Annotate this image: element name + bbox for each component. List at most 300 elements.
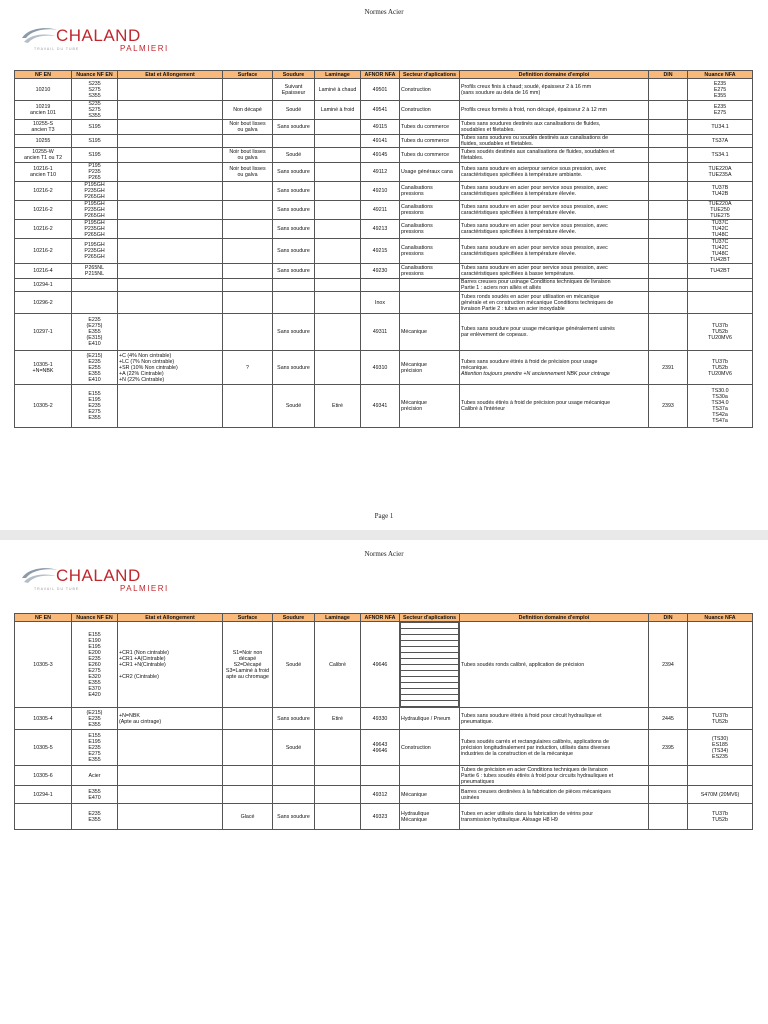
cell-nfa xyxy=(688,120,753,135)
cell-text-nuance: P195GH P235GH P265GH xyxy=(84,220,105,238)
cell-nuance xyxy=(72,351,118,385)
cell-din xyxy=(649,766,688,786)
cell-nuance xyxy=(72,79,118,101)
cell-nfen xyxy=(15,766,72,786)
cell-nfa xyxy=(688,135,753,148)
table-row xyxy=(15,279,753,292)
cell-text-afnor: 49643 49646 xyxy=(372,741,388,754)
cell-text-surface: Non décapé xyxy=(233,107,262,113)
cell-etat xyxy=(118,163,223,182)
cell-text-nfa: E235 E275 E355 xyxy=(713,80,727,99)
cell-text-definition: Tubes sans soudure étirés à froid pour circuit hydraulique et pneumatique. xyxy=(461,712,602,725)
cell-text-definition: Tubes sans soudure en acier pour service sous pression, avec caractéristiques spécifiées à température élevée. xyxy=(461,185,608,197)
cell-secteur xyxy=(400,182,460,201)
cell-text-soudure: Sans soudure xyxy=(277,188,310,194)
cell-secteur xyxy=(400,239,460,264)
cell-afnor xyxy=(361,766,400,786)
cell-laminage xyxy=(315,314,361,351)
cell-text-definition: Tubes soudés carrés et rectangulaires calibrés, applications de précision longitudinalement par induction, utilisés dans diverses industries de la construction et de la mécanique xyxy=(461,738,611,757)
cell-text-afnor: 49215 xyxy=(372,248,388,254)
cell-laminage xyxy=(315,385,361,428)
column-header-afnor: AFNOR NFA xyxy=(361,614,400,622)
cell-text-soudure: Sans soudure xyxy=(277,813,310,820)
cell-text-definition: Tubes de précision en acier Conditions techniques de livraison Partie 6 : tubes soudés étirés à froid pour circuits hydrauliques et pneumatiques xyxy=(461,766,614,785)
cell-text-afnor: 49501 xyxy=(372,86,388,93)
column-header-etat: Etat et Allongement xyxy=(118,71,223,79)
cell-secteur xyxy=(400,201,460,220)
table-row xyxy=(15,163,753,182)
table-row xyxy=(15,766,753,786)
cell-nfen xyxy=(15,148,72,163)
cell-nuance xyxy=(72,279,118,292)
cell-nfa xyxy=(688,220,753,239)
column-header-nfen: NF EN xyxy=(15,71,72,79)
cell-secteur xyxy=(400,135,460,148)
cell-text-nfen: 10255-W ancien T1 ou T2 xyxy=(23,149,63,161)
cell-nfa xyxy=(688,264,753,279)
cell-text-soudure: Suivant Epaisseur xyxy=(281,83,306,96)
empty-subgrid xyxy=(400,622,459,707)
cell-afnor xyxy=(361,120,400,135)
cell-text-definition: Tubes sans soudure en acier pour service sous pression, avec caractéristiques spécifiées à température élevée. xyxy=(461,245,608,257)
cell-text-secteur: Hydraulique / Pneum xyxy=(401,715,451,722)
table-row xyxy=(15,239,753,264)
cell-afnor xyxy=(361,708,400,730)
cell-nfa xyxy=(688,786,753,804)
cell-definition xyxy=(460,182,649,201)
cell-definition xyxy=(460,120,649,135)
cell-etat xyxy=(118,314,223,351)
cell-text-soudure: Sans soudure xyxy=(277,329,310,335)
cell-afnor xyxy=(361,804,400,830)
logo-tagline: TRAVAIL DU TUBE xyxy=(34,587,80,591)
cell-afnor xyxy=(361,351,400,385)
cell-text-nfen: 10216-2 xyxy=(33,248,53,254)
cell-nfa xyxy=(688,79,753,101)
cell-soudure xyxy=(273,351,315,385)
cell-etat xyxy=(118,730,223,766)
cell-text-nfa: TUE220A TUE250 TUE275 xyxy=(708,201,732,219)
cell-etat xyxy=(118,135,223,148)
cell-text-afnor: 49141 xyxy=(372,138,388,144)
cell-text-nfa: E235 E275 xyxy=(713,104,727,116)
cell-nuance xyxy=(72,786,118,804)
cell-soudure xyxy=(273,163,315,182)
cell-text-definition: Barres creuses pour usinage Conditions techniques de livraison Partie 1 : aciers non alliés et alliés xyxy=(461,279,611,291)
cell-text-etat: +N=NBK (Apte au cintrage) xyxy=(119,712,162,725)
cell-text-nuance: P265NL P215NL xyxy=(84,265,105,277)
cell-afnor xyxy=(361,135,400,148)
cell-text-surface: Noir bout lisses ou galva xyxy=(229,166,266,178)
cell-surface xyxy=(223,385,273,428)
cell-nfa xyxy=(688,766,753,786)
cell-text-nfen: 10255-S ancien T3 xyxy=(31,121,55,133)
table-row xyxy=(15,314,753,351)
cell-definition xyxy=(460,101,649,120)
column-header-secteur: Secteur d'aplications xyxy=(400,614,460,622)
page-header-title: Normes Acier xyxy=(364,8,404,16)
cell-text-afnor: 49312 xyxy=(372,791,388,798)
cell-etat xyxy=(118,279,223,292)
cell-text-nfa: TU37B TU42B xyxy=(711,185,729,197)
cell-nfa xyxy=(688,804,753,830)
cell-nfa xyxy=(688,101,753,120)
cell-definition xyxy=(460,264,649,279)
table-row xyxy=(15,786,753,804)
cell-etat xyxy=(118,766,223,786)
cell-laminage xyxy=(315,766,361,786)
cell-secteur xyxy=(400,101,460,120)
cell-text-nuance: P195GH P235GH P265GH xyxy=(84,182,105,200)
cell-afnor xyxy=(361,385,400,428)
cell-nfa xyxy=(688,182,753,201)
cell-text-surface: Noir bout lisses ou galva xyxy=(229,121,266,133)
cell-text-secteur: Usage généraux cana xyxy=(401,169,453,175)
cell-etat xyxy=(118,264,223,279)
cell-nfen xyxy=(15,239,72,264)
cell-text-nfen: 10305-1 +N=NBK xyxy=(32,361,54,374)
cell-text-secteur: Canalisations pressions xyxy=(401,185,433,197)
cell-surface xyxy=(223,279,273,292)
cell-surface xyxy=(223,351,273,385)
cell-etat xyxy=(118,351,223,385)
logo-name: CHALAND xyxy=(56,26,141,45)
cell-afnor xyxy=(361,79,400,101)
cell-text-nfen: 10255 xyxy=(35,138,51,144)
cell-nfen xyxy=(15,163,72,182)
cell-afnor xyxy=(361,148,400,163)
table-row xyxy=(15,201,753,220)
cell-text-nfa: S470M (20MV6) xyxy=(700,791,740,798)
cell-text-nfa: TU37b TU52b xyxy=(712,810,728,823)
cell-text-nfa: TU42BT xyxy=(710,268,730,274)
cell-text-nuance: E155 E190 E195 E200 E235 E260 E275 E320 E355 E370 E420 xyxy=(88,631,101,698)
cell-din xyxy=(649,385,688,428)
cell-text-soudure: Sans soudure xyxy=(277,226,310,232)
column-header-definition: Definition domaine d'emploi xyxy=(460,614,649,622)
cell-afnor xyxy=(361,220,400,239)
cell-text-soudure: Sans soudure xyxy=(277,248,310,254)
cell-nfen xyxy=(15,201,72,220)
cell-text-nfen: 10294-1 xyxy=(33,791,53,798)
cell-nfen xyxy=(15,786,72,804)
cell-text-nfa: TS30.0 TS30a TS34.0 TS37a TS42a TS47a xyxy=(711,388,729,424)
column-header-nuance: Nuance NF EN xyxy=(72,614,118,622)
cell-soudure xyxy=(273,622,315,708)
cell-soudure xyxy=(273,766,315,786)
cell-nfa xyxy=(688,314,753,351)
cell-etat xyxy=(118,292,223,314)
cell-text-nfen: 10216-2 xyxy=(33,207,53,213)
cell-definition xyxy=(460,292,649,314)
cell-text-din: 2391 xyxy=(662,364,674,371)
cell-text-afnor: 49311 xyxy=(372,329,388,335)
cell-text-nuance: E155 E195 E235 E275 E355 xyxy=(88,732,101,763)
cell-text-soudure: Sans soudure xyxy=(277,207,310,213)
cell-nfen xyxy=(15,182,72,201)
cell-din xyxy=(649,220,688,239)
cell-soudure xyxy=(273,292,315,314)
cell-text-din: 2394 xyxy=(662,661,674,668)
cell-text-nfa: TUE220A TUE235A xyxy=(708,166,732,178)
cell-surface xyxy=(223,79,273,101)
cell-secteur xyxy=(400,120,460,135)
cell-definition xyxy=(460,730,649,766)
cell-text-soudure: Sans soudure xyxy=(277,169,310,175)
cell-soudure xyxy=(273,264,315,279)
cell-text-nfa: TU37C TU42C TU48C TU42BT xyxy=(710,239,730,263)
column-header-nfen: NF EN xyxy=(15,614,72,622)
column-header-din: DIN xyxy=(649,71,688,79)
cell-text-definition: Tubes sans soudure pour usage mécanique généralement usinés par enlèvement de copeaux. xyxy=(461,326,615,338)
table-row xyxy=(15,135,753,148)
cell-text-afnor: 49330 xyxy=(372,715,388,722)
cell-nfen xyxy=(15,120,72,135)
cell-afnor xyxy=(361,622,400,708)
cell-din xyxy=(649,101,688,120)
cell-text-afnor: 49213 xyxy=(372,226,388,232)
cell-text-secteur: Tubes du commerce xyxy=(401,138,450,144)
cell-afnor xyxy=(361,730,400,766)
table-row xyxy=(15,622,753,708)
cell-din xyxy=(649,264,688,279)
table-row xyxy=(15,148,753,163)
cell-nfa xyxy=(688,351,753,385)
cell-nuance xyxy=(72,135,118,148)
cell-text-secteur: Canalisations pressions xyxy=(401,223,433,235)
cell-text-definition: Tubes soudés étirés à froid de précision pour usage mécanique Calibré à l'intérieur xyxy=(461,400,611,412)
page-header-title: Normes Acier xyxy=(364,550,404,558)
cell-nuance xyxy=(72,766,118,786)
cell-nuance xyxy=(72,264,118,279)
cell-text-nfa: TS37A xyxy=(711,138,729,144)
cell-secteur xyxy=(400,279,460,292)
cell-text-secteur: Mécanique précision xyxy=(401,400,427,412)
column-header-soudure: Soudure xyxy=(273,614,315,622)
cell-text-secteur: Mécanique précision xyxy=(401,361,427,374)
cell-text-nuance: Acier xyxy=(88,772,101,779)
cell-soudure xyxy=(273,79,315,101)
cell-secteur xyxy=(400,708,460,730)
cell-text-definition: Tubes sans soudure étirés à froid de précision pour usage mécanique. xyxy=(461,358,598,371)
cell-text-etat: +CR1 (Non cintrable) +CR1 +A(Cintrable) +CR1 +N(Cintrable) +CR2 (Cintrable) xyxy=(119,649,169,680)
cell-nfa xyxy=(688,708,753,730)
cell-surface xyxy=(223,163,273,182)
cell-text-secteur: Mécanique xyxy=(401,791,427,798)
cell-soudure xyxy=(273,385,315,428)
cell-nuance xyxy=(72,148,118,163)
logo-tagline: TRAVAIL DU TUBE xyxy=(34,47,80,51)
cell-din xyxy=(649,804,688,830)
cell-surface xyxy=(223,622,273,708)
cell-secteur xyxy=(400,730,460,766)
cell-etat xyxy=(118,220,223,239)
cell-definition xyxy=(460,786,649,804)
cell-text-surface: Glacé xyxy=(240,813,255,820)
cell-laminage xyxy=(315,708,361,730)
cell-text-nfen: 10216-4 xyxy=(33,268,53,274)
table-row xyxy=(15,804,753,830)
cell-afnor xyxy=(361,292,400,314)
cell-afnor xyxy=(361,786,400,804)
cell-text-nfa: TU37b TU52b TU20MV6 xyxy=(708,358,732,377)
cell-laminage xyxy=(315,220,361,239)
cell-definition xyxy=(460,201,649,220)
cell-definition xyxy=(460,622,649,708)
cell-text-nuance: P195GH P235GH P265GH xyxy=(84,201,105,219)
table-row xyxy=(15,220,753,239)
cell-text-definition: Tubes sans soudures destinés aux canalisations de fluides, soudables et filetables. xyxy=(461,121,601,133)
cell-din xyxy=(649,182,688,201)
cell-nfen xyxy=(15,351,72,385)
cell-nfa xyxy=(688,279,753,292)
cell-laminage xyxy=(315,135,361,148)
cell-text-definition: Tubes ronds soudés en acier pour utilisation en mécanique générale et en construction mécanique Conditions techniques de livraison Partie 2 : tubes en acier inoxydable xyxy=(461,293,614,312)
cell-surface xyxy=(223,264,273,279)
cell-text-afnor: 49145 xyxy=(372,152,388,158)
cell-definition xyxy=(460,220,649,239)
cell-nuance xyxy=(72,201,118,220)
cell-laminage xyxy=(315,351,361,385)
column-header-laminage: Laminage xyxy=(315,71,361,79)
cell-nuance xyxy=(72,182,118,201)
cell-secteur xyxy=(400,786,460,804)
cell-text-afnor: 49646 xyxy=(372,661,388,668)
cell-text-definition: Barres creuses destinées à la fabrication de pièces mécaniques usinées xyxy=(461,788,611,801)
table-header-row xyxy=(15,614,753,622)
cell-surface xyxy=(223,292,273,314)
cell-laminage xyxy=(315,730,361,766)
cell-soudure xyxy=(273,148,315,163)
cell-text-din: 2445 xyxy=(662,715,674,722)
cell-nuance xyxy=(72,120,118,135)
cell-laminage xyxy=(315,163,361,182)
cell-text-laminage: Etiré xyxy=(332,715,343,722)
column-header-surface: Surface xyxy=(223,614,273,622)
table-row xyxy=(15,385,753,428)
table-row xyxy=(15,708,753,730)
cell-etat xyxy=(118,201,223,220)
cell-text-nfa: TU37b TU52b xyxy=(712,712,728,725)
cell-text-din: 2393 xyxy=(662,403,674,409)
cell-soudure xyxy=(273,182,315,201)
cell-text-secteur: Canalisations pressions xyxy=(401,265,433,277)
cell-text-afnor: 49112 xyxy=(372,169,388,175)
logo-subname: PALMIERI xyxy=(120,44,169,53)
cell-text-afnor: 49115 xyxy=(372,124,388,130)
cell-text-secteur: Tubes du commerce xyxy=(401,124,450,130)
cell-laminage xyxy=(315,201,361,220)
cell-text-nfen: 10296-2 xyxy=(33,299,53,306)
cell-laminage xyxy=(315,182,361,201)
cell-text-definition: Tubes sans soudure en acier pour service sous pression, avec caractéristiques spécifiées à température élevée. xyxy=(461,204,608,216)
cell-din xyxy=(649,730,688,766)
cell-text-soudure: Soudé xyxy=(285,107,302,113)
cell-nuance xyxy=(72,101,118,120)
cell-secteur xyxy=(400,264,460,279)
cell-surface xyxy=(223,148,273,163)
cell-text-nuance: S235 S275 S355 xyxy=(88,101,101,119)
cell-text-nfen: 10305-4 xyxy=(33,715,53,722)
cell-soudure xyxy=(273,201,315,220)
cell-nuance xyxy=(72,622,118,708)
cell-text-nfen: 10216-2 xyxy=(33,188,53,194)
cell-nuance xyxy=(72,708,118,730)
cell-surface xyxy=(223,708,273,730)
cell-text-nfen: 10216-1 ancien T10 xyxy=(29,166,57,178)
cell-text-afnor: 49323 xyxy=(372,813,388,820)
cell-definition xyxy=(460,163,649,182)
cell-text-afnor: 49310 xyxy=(372,364,388,371)
cell-text-secteur: Canalisations pressions xyxy=(401,245,433,257)
cell-nfa xyxy=(688,385,753,428)
cell-surface xyxy=(223,786,273,804)
column-header-nfa: Nuance NFA xyxy=(688,614,753,622)
cell-text-din: 2395 xyxy=(662,744,674,751)
cell-etat xyxy=(118,182,223,201)
cell-text-nuance: (E215) E235 E355 xyxy=(86,709,103,728)
table-row xyxy=(15,292,753,314)
cell-afnor xyxy=(361,279,400,292)
cell-surface xyxy=(223,730,273,766)
cell-text-nuance: S195 xyxy=(88,152,101,158)
cell-nfen xyxy=(15,220,72,239)
cell-text-soudure: Soudé xyxy=(285,744,302,751)
cell-soudure xyxy=(273,786,315,804)
cell-secteur xyxy=(400,79,460,101)
cell-text-secteur: Construction xyxy=(401,86,431,93)
cell-text-nuance: P195GH P235GH P265GH xyxy=(84,242,105,260)
cell-laminage xyxy=(315,279,361,292)
cell-text-definition: Tubes soudés destinés aux canalisations de fluides, soudables et filetables. xyxy=(461,149,615,161)
cell-text-definition: Tubes sans soudure en acier pour service sous pression, avec caractéristiques spécifiées à basse température. xyxy=(461,265,608,277)
table-header-row xyxy=(15,71,753,79)
cell-text-secteur: Canalisations pressions xyxy=(401,204,433,216)
cell-text-afnor: 49541 xyxy=(372,107,388,113)
cell-din xyxy=(649,239,688,264)
cell-text-nuance: S195 xyxy=(88,124,101,130)
cell-surface xyxy=(223,135,273,148)
cell-text-nfen: 10294-1 xyxy=(33,282,53,288)
cell-afnor xyxy=(361,264,400,279)
cell-nfa xyxy=(688,239,753,264)
cell-definition xyxy=(460,148,649,163)
column-header-nfa: Nuance NFA xyxy=(688,71,753,79)
cell-afnor xyxy=(361,182,400,201)
cell-soudure xyxy=(273,279,315,292)
cell-nfen xyxy=(15,264,72,279)
cell-din xyxy=(649,148,688,163)
cell-text-nfa: TU37C TU42C TU48C xyxy=(711,220,729,238)
cell-text-laminage: Etiré xyxy=(332,403,343,409)
cell-din xyxy=(649,351,688,385)
cell-din xyxy=(649,786,688,804)
cell-text-nuance: E355 E470 xyxy=(88,788,101,801)
cell-afnor xyxy=(361,101,400,120)
cell-soudure xyxy=(273,804,315,830)
cell-text-soudure: Sans soudure xyxy=(277,124,310,130)
cell-text-nfa: TS34.1 xyxy=(711,152,729,158)
cell-text-surface: Noir bout lisses ou galva xyxy=(229,149,266,161)
cell-text-nfen: 10216-2 xyxy=(33,226,53,232)
cell-din xyxy=(649,292,688,314)
cell-nfen xyxy=(15,708,72,730)
cell-definition xyxy=(460,351,649,385)
cell-text-laminage: Laminé à froid xyxy=(320,107,355,113)
cell-text-nuance: E235 (E275) E355 (E315) E410 xyxy=(86,317,103,347)
cell-surface xyxy=(223,804,273,830)
table-row xyxy=(15,101,753,120)
